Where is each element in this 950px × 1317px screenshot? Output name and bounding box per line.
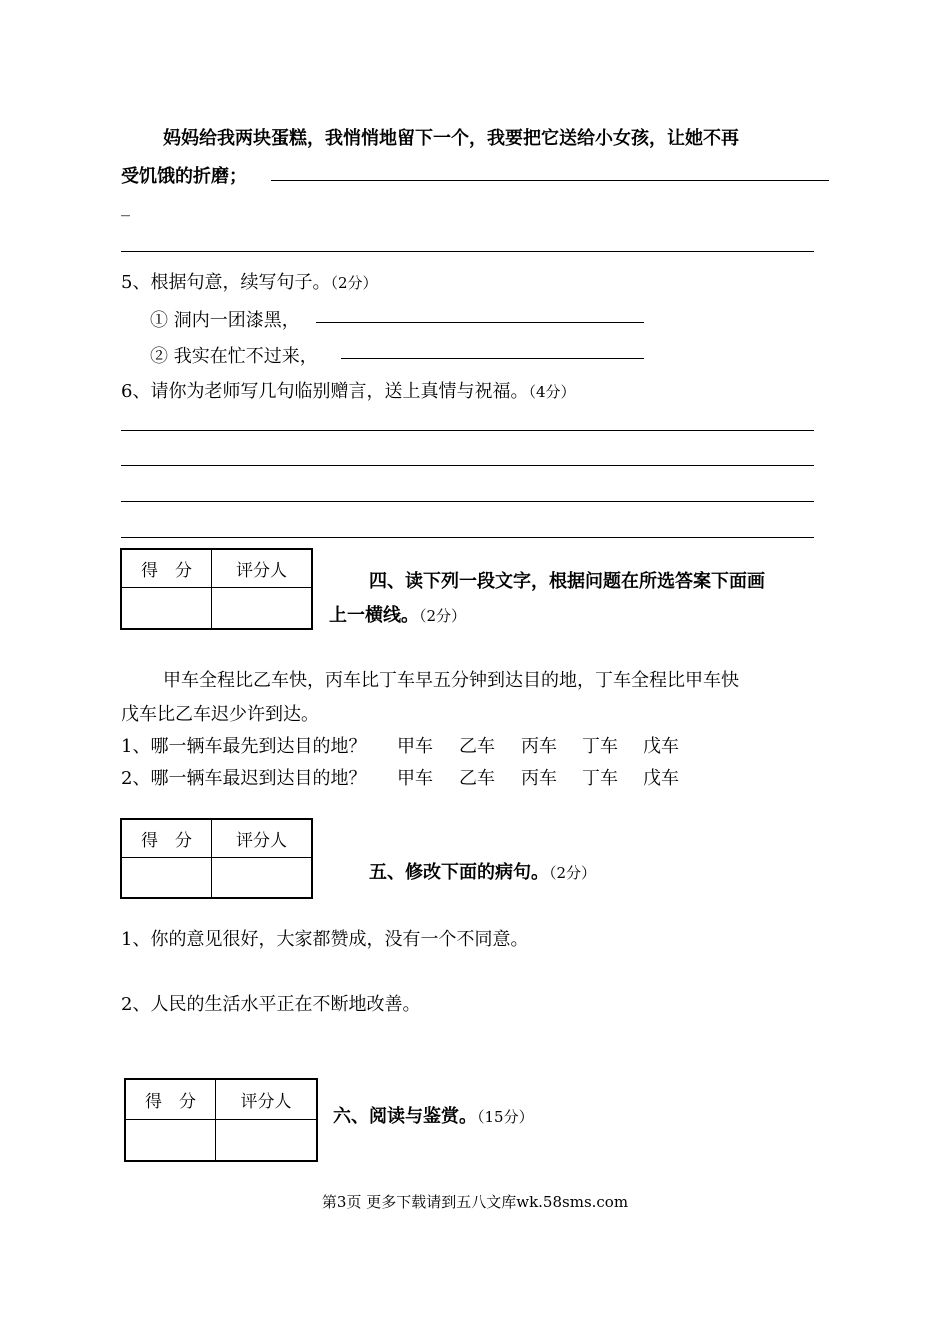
passage-line-2: 受饥饿的折磨； — [121, 166, 247, 187]
score-label: 得 分 — [121, 549, 212, 587]
option-wu[interactable]: 戊车 — [643, 768, 679, 789]
section-6-title: 六、阅读与鉴赏。（15分） — [333, 1106, 534, 1127]
option-bing[interactable]: 丙车 — [521, 736, 557, 757]
answer-blank-line[interactable] — [121, 501, 814, 502]
score-box — [124, 1078, 318, 1162]
stray-underscore: _ — [121, 196, 130, 217]
score-box — [120, 548, 313, 630]
section-4-question-1: 1、哪一辆车最先到达目的地？ — [121, 736, 367, 757]
q5-stem: 5、根据句意，续写句子。（2分） — [121, 272, 378, 293]
passage-line-1: 妈妈给我两块蛋糕，我悄悄地留下一个，我要把它送给小女孩，让她不再 — [163, 128, 739, 149]
q6-stem: 6、请你为老师写几句临别赠言，送上真情与祝福。（4分） — [121, 381, 576, 402]
option-ding[interactable]: 丁车 — [582, 736, 618, 757]
page-footer: 第3页 更多下载请到五八文库wk.58sms.com — [321, 1193, 629, 1211]
score-label: 得 分 — [125, 1079, 216, 1119]
option-jia[interactable]: 甲车 — [397, 768, 433, 789]
answer-blank-line[interactable] — [271, 180, 829, 181]
option-jia[interactable]: 甲车 — [397, 736, 433, 757]
score-box — [120, 818, 313, 899]
grader-cell[interactable] — [216, 1119, 318, 1161]
answer-blank-line[interactable] — [121, 537, 814, 538]
section-4-passage-line-1: 甲车全程比乙车快，丙车比丁车早五分钟到达目的地，丁车全程比甲车快 — [163, 670, 739, 691]
section-4-question-2: 2、哪一辆车最迟到达目的地？ — [121, 768, 367, 789]
option-ding[interactable]: 丁车 — [582, 768, 618, 789]
answer-blank-line[interactable] — [341, 358, 644, 359]
section-4-passage-line-2: 戊车比乙车迟少许到达。 — [121, 704, 319, 725]
grader-label: 评分人 — [216, 1079, 318, 1119]
section-4-title-line-2: 上一横线。（2分） — [329, 605, 467, 626]
section-5-title: 五、修改下面的病句。（2分） — [369, 862, 597, 883]
option-bing[interactable]: 丙车 — [521, 768, 557, 789]
score-label: 得 分 — [121, 819, 212, 857]
answer-blank-line[interactable] — [121, 465, 814, 466]
option-yi[interactable]: 乙车 — [459, 736, 495, 757]
answer-blank-line[interactable] — [316, 322, 644, 323]
answer-blank-line[interactable] — [121, 430, 814, 431]
q5-item-1: ① 洞内一团漆黑， — [150, 310, 300, 331]
score-cell[interactable] — [121, 587, 212, 629]
grader-cell[interactable] — [212, 587, 313, 629]
grader-cell[interactable] — [212, 857, 313, 898]
answer-blank-line[interactable] — [121, 251, 814, 252]
section-5-question-1: 1、你的意见很好，大家都赞成，没有一个不同意。 — [121, 929, 529, 950]
score-cell[interactable] — [125, 1119, 216, 1161]
section-4-title-line-1: 四、读下列一段文字，根据问题在所选答案下面画 — [369, 571, 765, 592]
score-cell[interactable] — [121, 857, 212, 898]
option-yi[interactable]: 乙车 — [459, 768, 495, 789]
grader-label: 评分人 — [212, 819, 313, 857]
grader-label: 评分人 — [212, 549, 313, 587]
section-5-question-2: 2、人民的生活水平正在不断地改善。 — [121, 994, 421, 1015]
option-wu[interactable]: 戊车 — [643, 736, 679, 757]
q5-item-2: ② 我实在忙不过来， — [150, 346, 318, 367]
